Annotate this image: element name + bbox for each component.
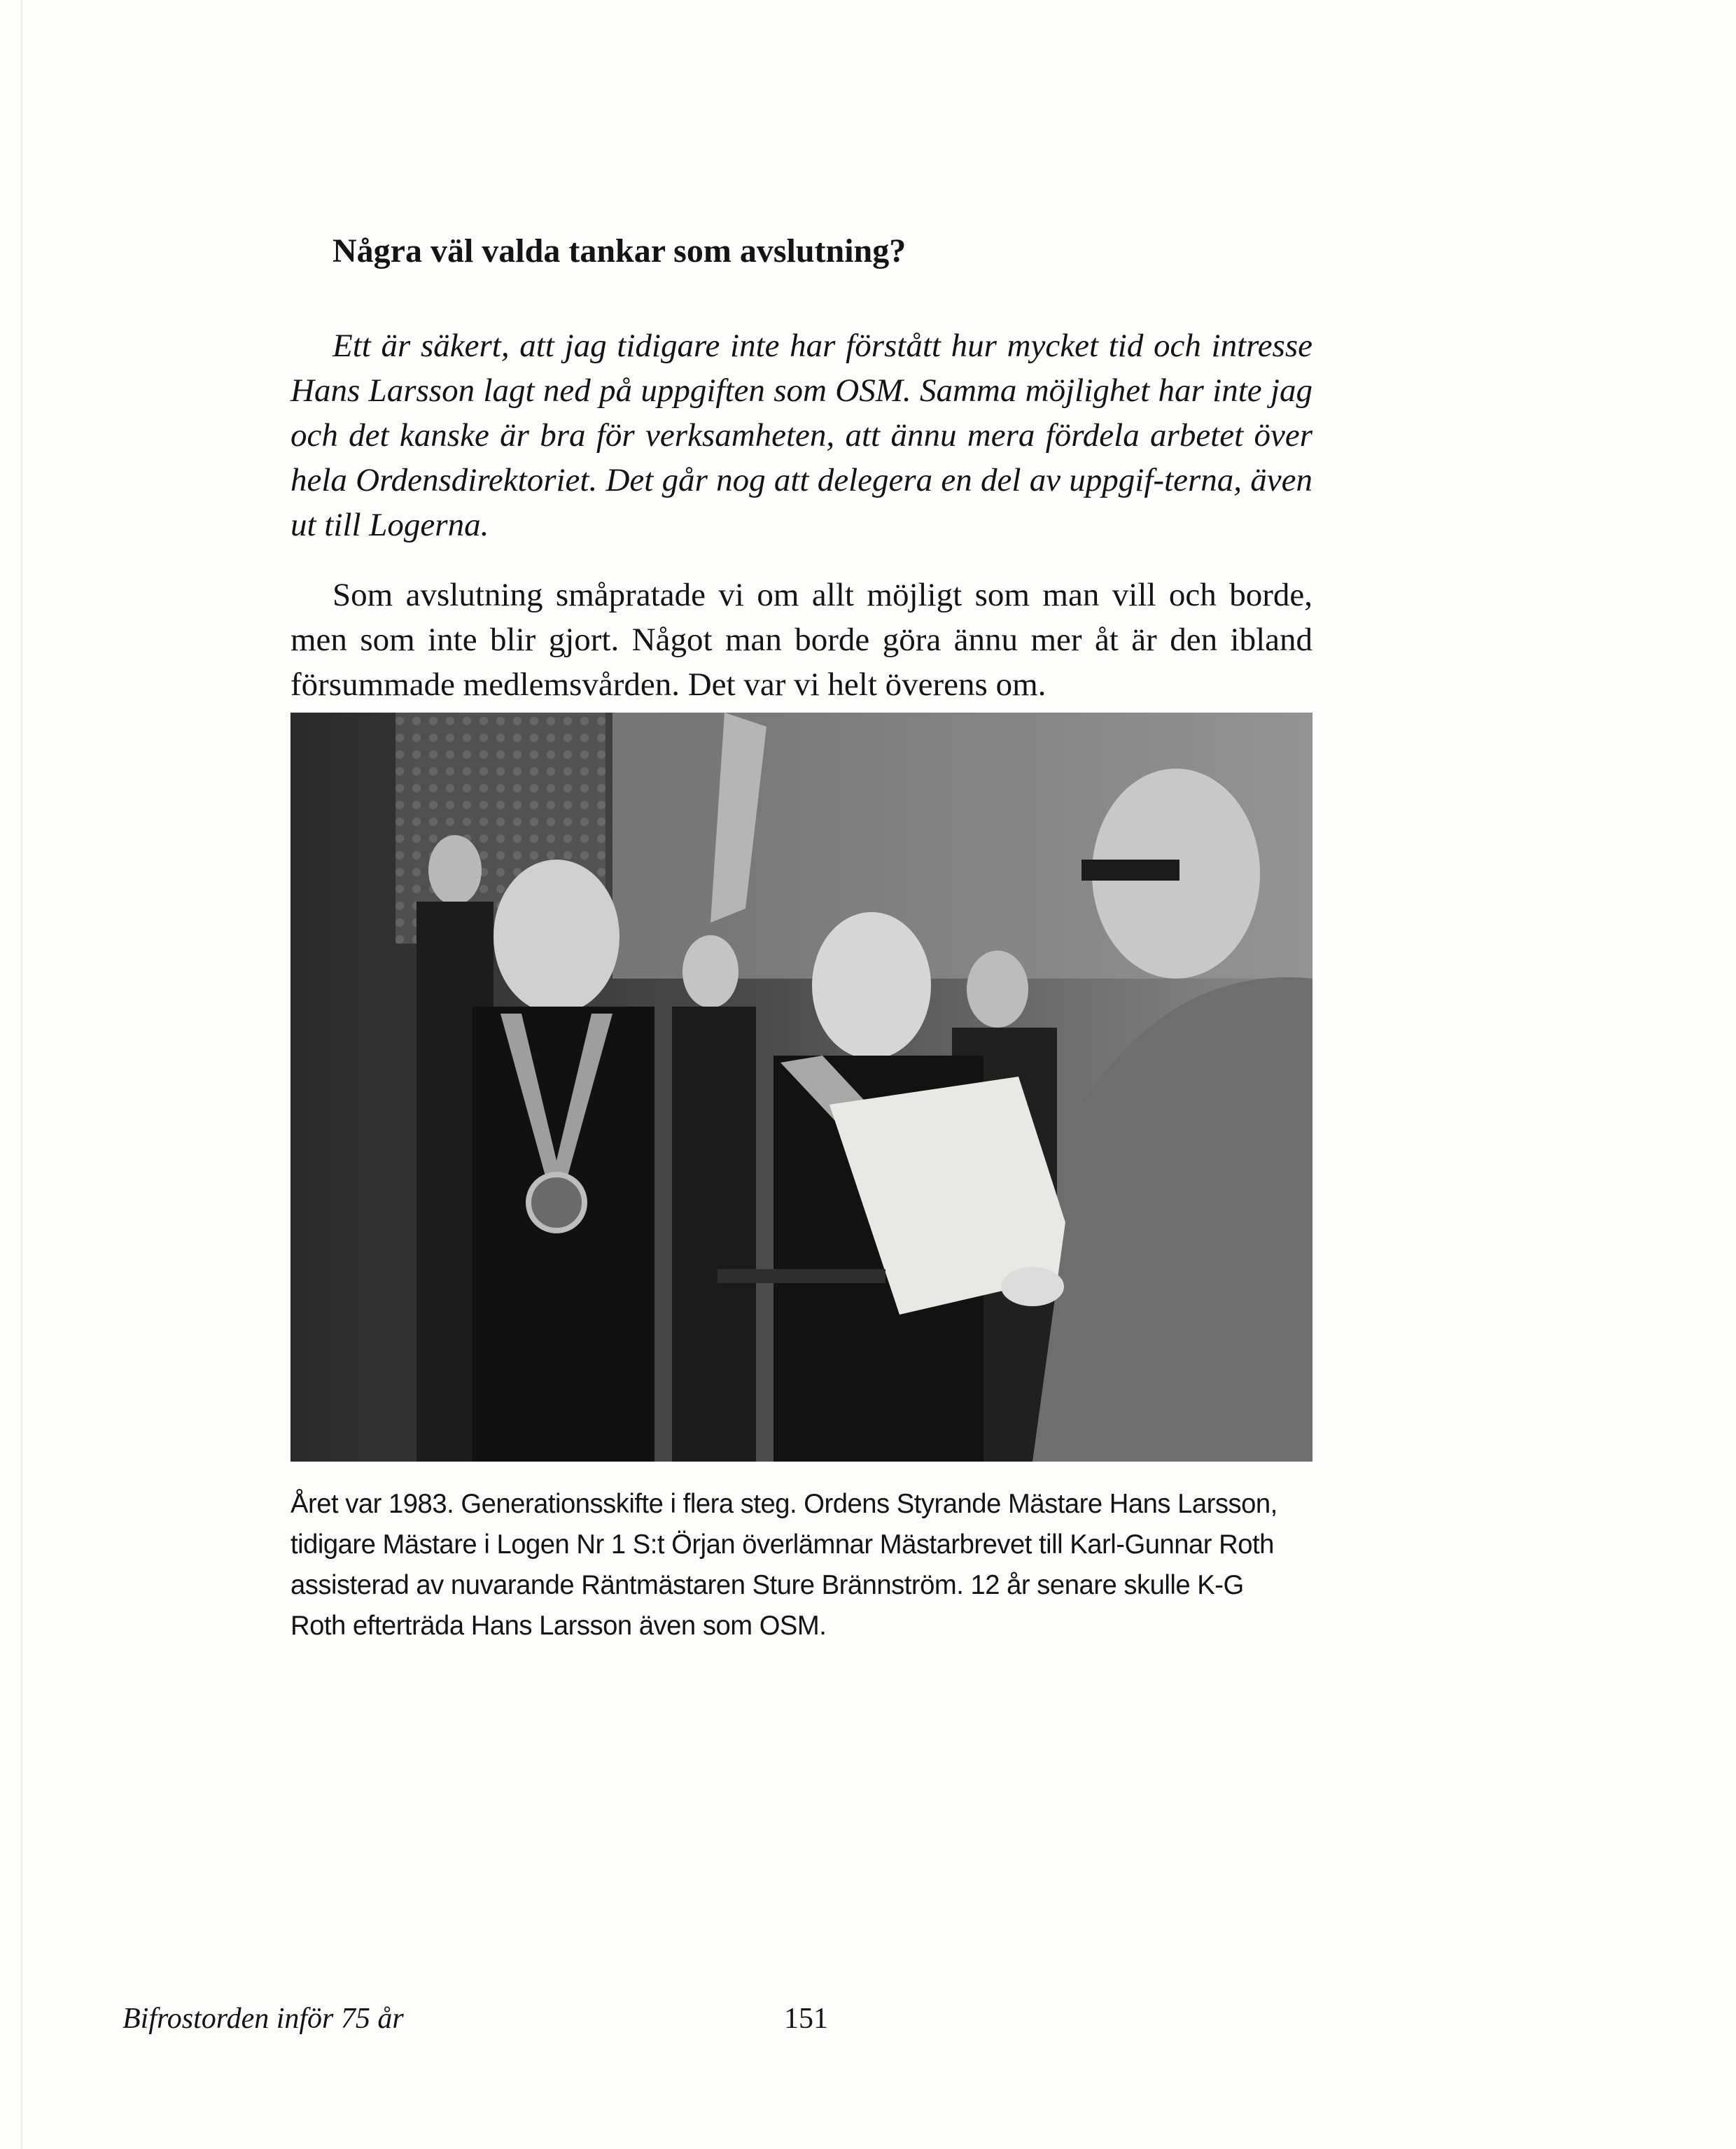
ceremony-photo-illustration — [290, 713, 1312, 1462]
body-paragraph: Som avslutning småpratade vi om allt möjligt som man vill och borde, men som inte blir gjort. Något man borde göra ännu mer åt är den ibland försummade medlemsvården. Det var vi helt överens om. — [290, 577, 1312, 703]
footer-book-title: Bifrostorden inför 75 år — [122, 2003, 404, 2035]
footer-page-number: 151 — [784, 2003, 828, 2035]
ceremony-photo — [290, 713, 1312, 1462]
italic-quote-paragraph: Ett är säkert, att jag tidigare inte har förstått hur mycket tid och intresse Hans Larsson lagt ned på uppgiften som OSM. Samma möjlighet har inte jag och det kanske är bra för verksamheten, att ännu mera fördela arbetet över hela Ordensdirektoriet. Det går nog att delegera en del av uppgif-terna, även ut till Logerna. — [290, 328, 1312, 543]
scan-margin-line — [21, 0, 22, 2149]
photo-caption: Året var 1983. Generationsskifte i flera steg. Ordens Styrande Mästare Hans Larsson, tidigare Mästare i Logen Nr 1 S:t Örjan överlämnar Mästarbrevet till Karl-Gunnar Roth assisterad av nuvarande Räntmästaren Sture Brännström. 12 år senare skulle K-G Roth efterträda Hans Larsson även som OSM. — [290, 1489, 1278, 1641]
section-heading: Några väl valda tankar som avslutning? — [332, 232, 906, 270]
